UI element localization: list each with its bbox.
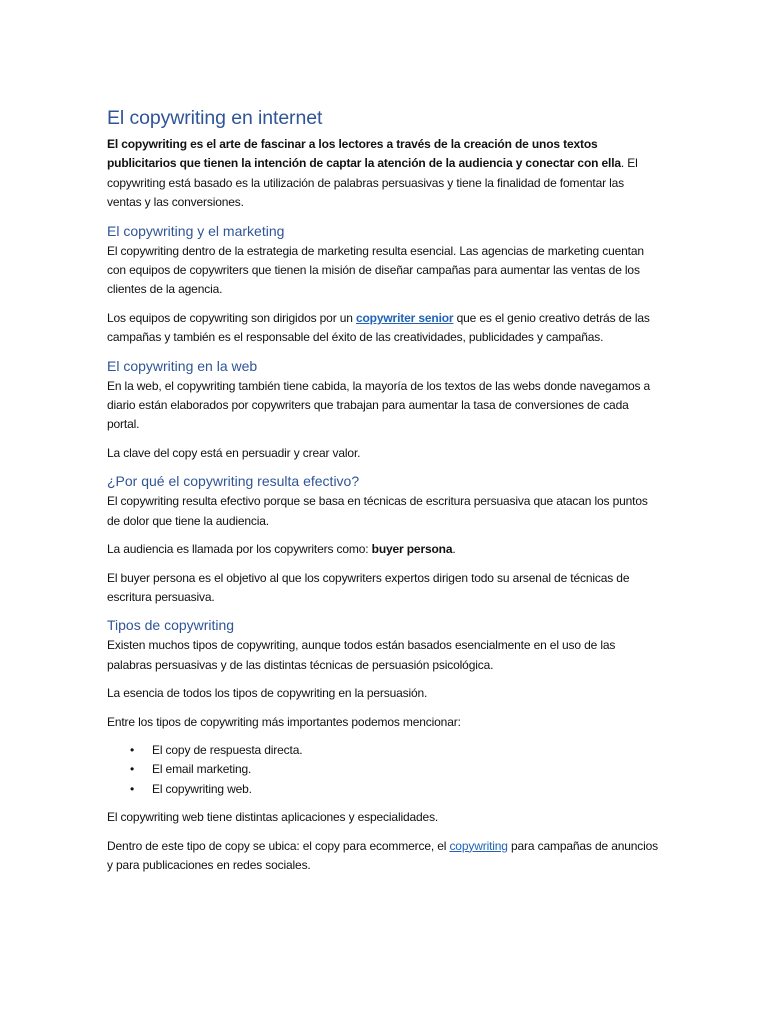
tipos-list: [107, 741, 659, 799]
tipos-paragraph-1: Existen muchos tipos de copywriting, aunque todos están basados esencialmente en el uso de las palabras persuasivas y de las distintas técnicas de persuasión psicológica.: [107, 638, 616, 672]
bullet-icon: •: [130, 742, 135, 757]
marketing-p2-text-b: que es el genio creativo detrás de las campañas y también es el responsable del éxito de las creatividades, publicidades y campañas.: [107, 310, 650, 345]
list-item-text: El copywriting web.: [152, 781, 252, 796]
heading-tipos: Tipos de copywriting: [107, 617, 235, 634]
tipos-paragraph-3: Entre los tipos de copywriting más importantes podemos mencionar:: [107, 714, 461, 729]
intro-text-c: . El copywriting está basado es la utilización de palabras persuasivas y tiene la finalidad de fomentar las ventas y las conversiones.: [107, 156, 638, 210]
efectivo-paragraph-3: El buyer persona es el objetivo al que los copywriters expertos dirigen todo su arsenal de técnicas de escritura persuasiva.: [107, 570, 630, 604]
efectivo-p2-text-a: La audiencia es llamada por los copywriters como:: [107, 542, 372, 557]
tipos-paragraph-2: La esencia de todos los tipos de copywriting en la persuasión.: [107, 686, 428, 701]
tipos-p5-text-b: para campañas de anuncios y para publicaciones en redes sociales.: [107, 838, 659, 872]
list-item: [107, 760, 659, 779]
intro-text-a: El copywriting es el arte de fascinar a los lectores a través de la creación de unos textos publicitarios que tienen la intención de captar la atención de la audiencia y: [107, 137, 598, 171]
marketing-paragraph-1: El copywriting dentro de la estrategia de marketing resulta esencial. Las agencias de marketing cuentan con equipos de copywriters que tienen la misión de diseñar campañas para aumentar las ventas de los clientes de la agencia.: [107, 243, 644, 297]
tipos-paragraph-4: El copywriting web tiene distintas aplicaciones y especialidades.: [107, 810, 439, 825]
efectivo-p2-text-c: .: [452, 542, 456, 557]
bullet-icon: •: [130, 781, 135, 796]
tipos-p5-text-a: Dentro de este tipo de copy se ubica: el copy para ecommerce, el: [107, 838, 450, 853]
web-paragraph-2: La clave del copy está en persuadir y crear valor.: [107, 445, 361, 460]
bullet-icon: •: [130, 762, 135, 777]
copywriter-senior-link[interactable]: copywriter senior: [355, 310, 454, 325]
intro-paragraph: [107, 135, 659, 213]
efectivo-paragraph-2: [107, 540, 659, 559]
copywriting-link[interactable]: copywriting: [449, 838, 508, 853]
web-paragraph-1: En la web, el copywriting también tiene cabida, la mayoría de los textos de las webs donde navegamos a diario están elaborados por copywriters que trabajan para aumentar la tasa de conversiones de cada portal.: [107, 378, 651, 432]
efectivo-paragraph-1: El copywriting resulta efectivo porque se basa en técnicas de escritura persuasiva que atacan los puntos de dolor que tiene la audiencia.: [107, 494, 648, 528]
document-title: El copywriting en internet: [107, 107, 323, 129]
buyer-persona-term: buyer persona: [371, 542, 453, 557]
heading-efectivo: ¿Por qué el copywriting resulta efectivo?: [107, 473, 360, 490]
marketing-paragraph-2: [107, 309, 659, 348]
document-page: [107, 106, 659, 884]
intro-text-b: conectar con ella: [525, 156, 621, 171]
marketing-p2-text-a: Los equipos de copywriting son dirigidos por un: [107, 310, 356, 325]
list-item: [107, 741, 659, 760]
heading-marketing: El copywriting y el marketing: [107, 222, 285, 239]
list-item-text: El email marketing.: [152, 762, 252, 777]
heading-web: El copywriting en la web: [107, 357, 258, 374]
tipos-paragraph-5: [107, 837, 659, 876]
list-item: [107, 780, 659, 799]
list-item-text: El copy de respuesta directa.: [152, 742, 303, 757]
